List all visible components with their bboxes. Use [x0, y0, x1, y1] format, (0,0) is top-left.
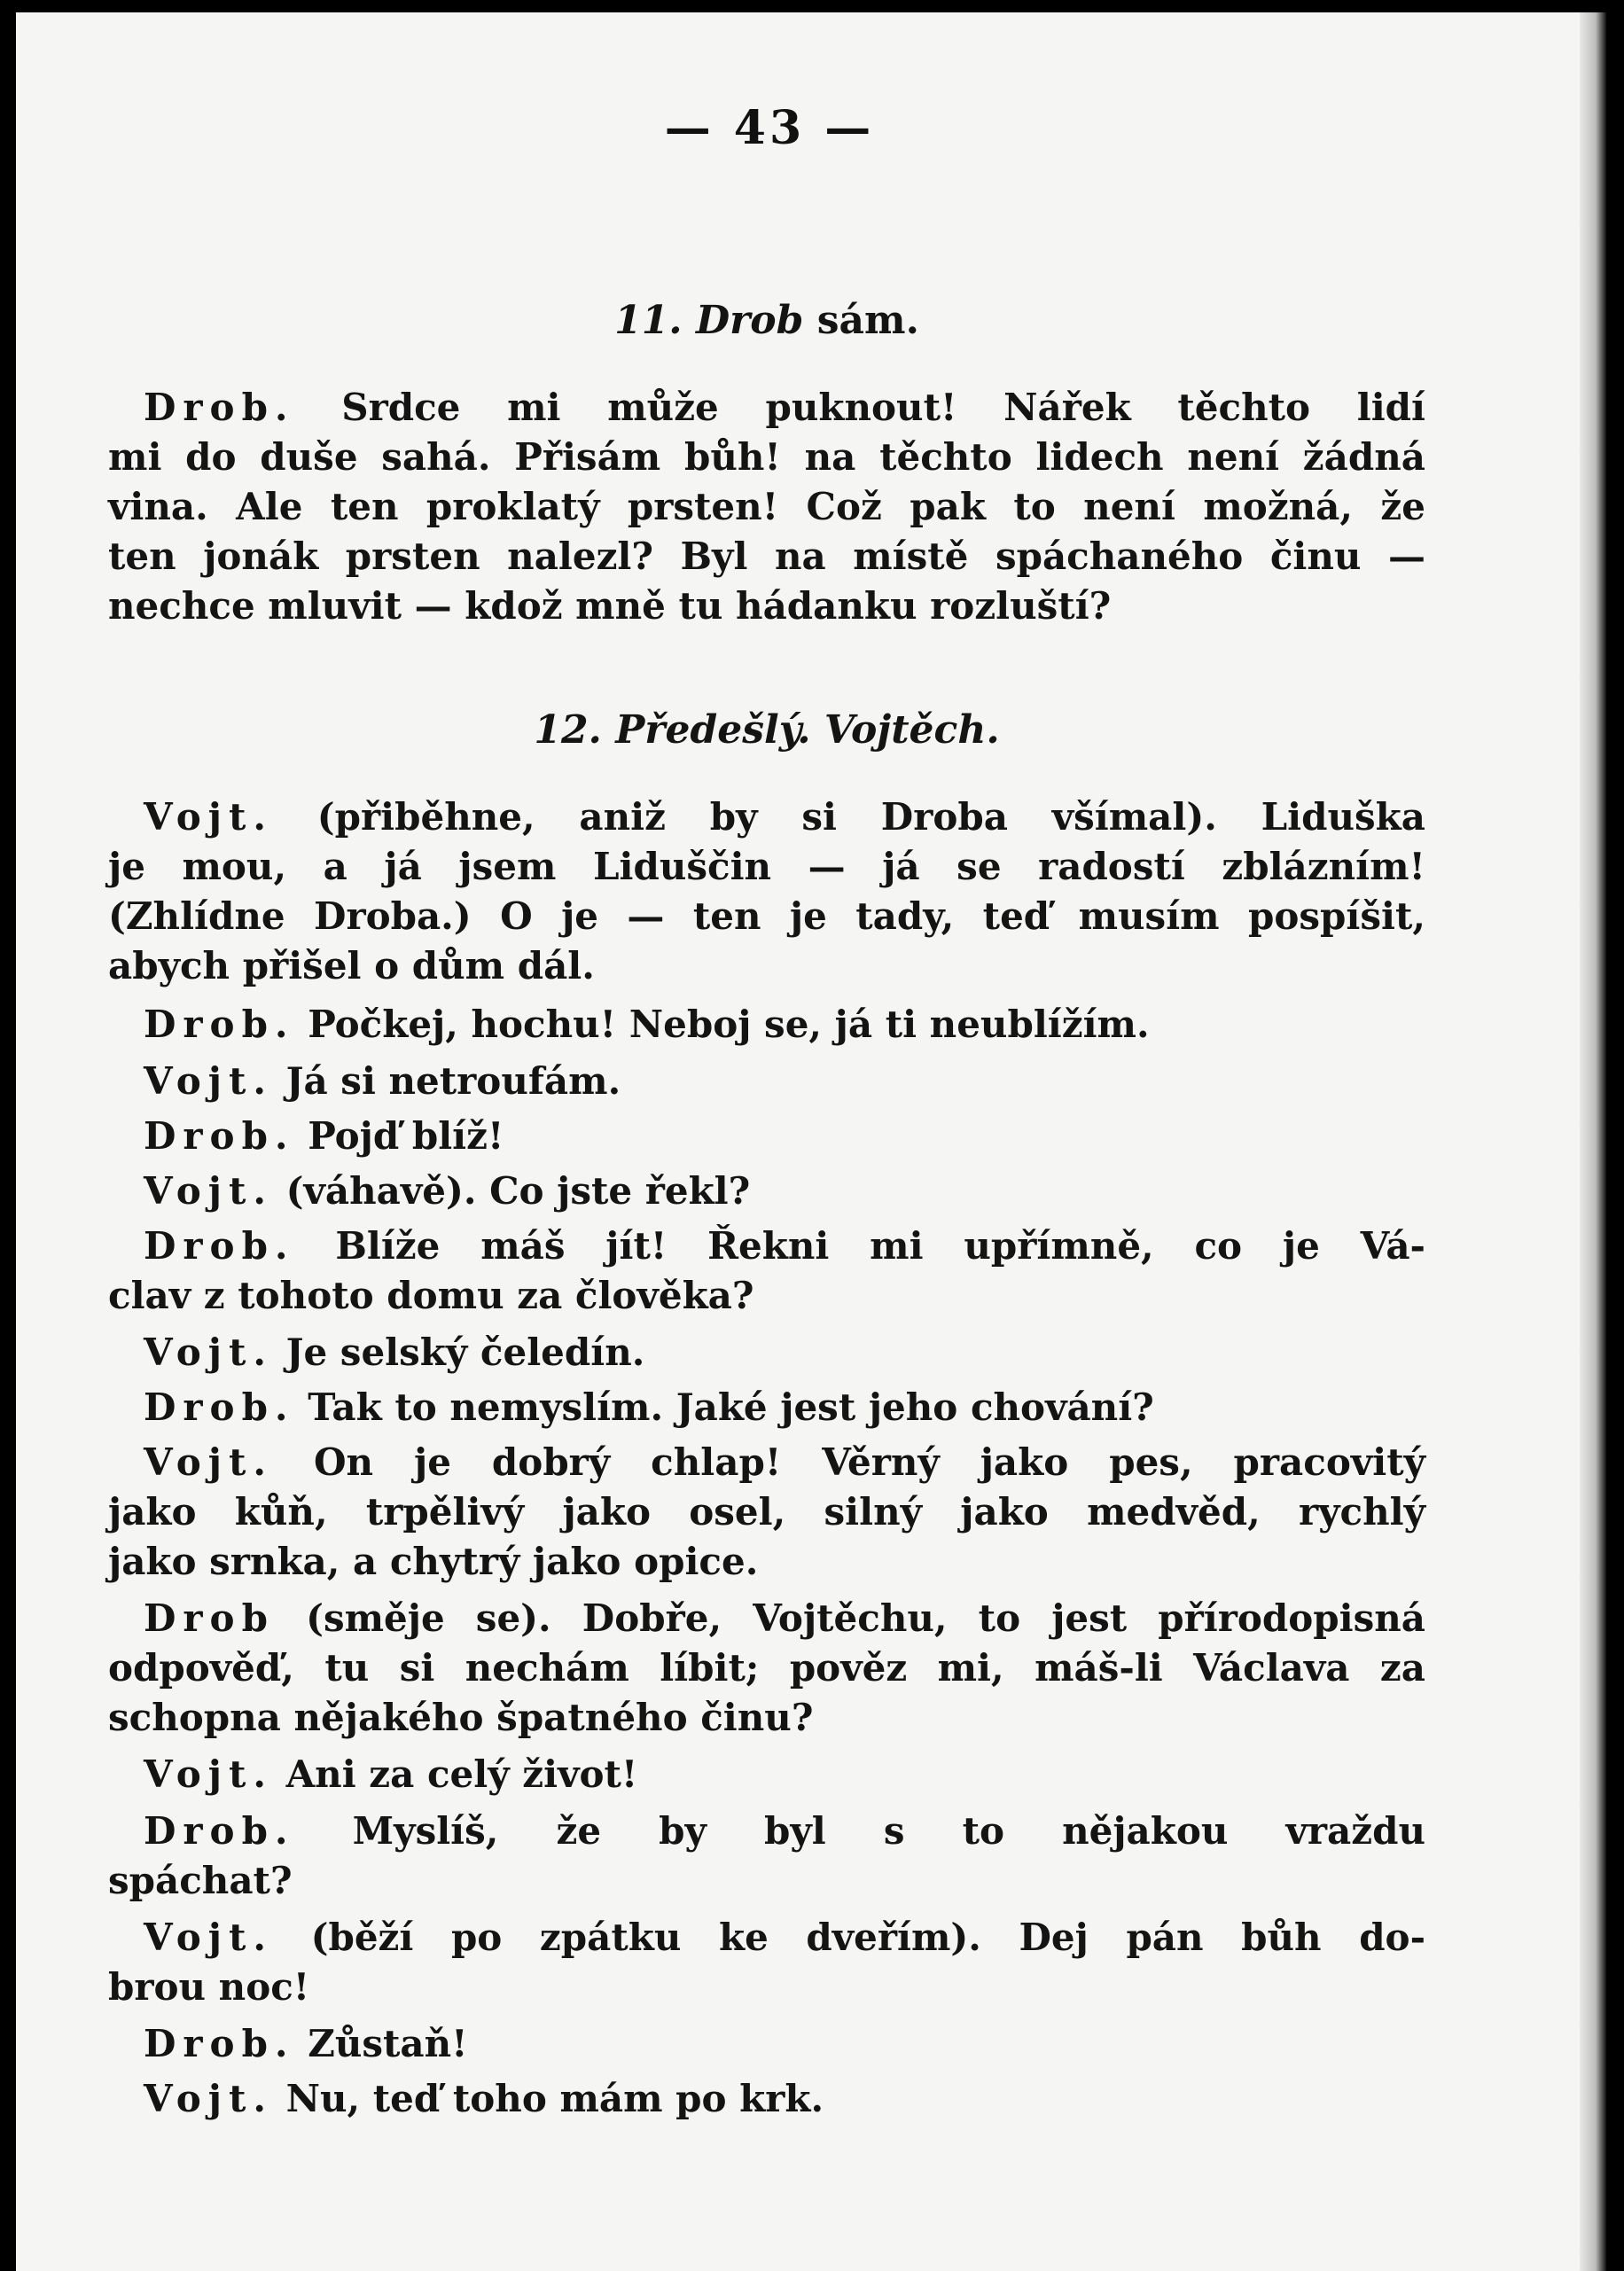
text-line: (Zhlídne Droba.) O je — ten je tady, teď musím pospíšit, — [108, 894, 1425, 938]
text-line: vina. Ale ten proklatý prsten! Což pak to není možná, že — [108, 485, 1425, 528]
speaker-label: Drob. — [144, 1385, 295, 1429]
line-text: Zůstaň! — [308, 2022, 468, 2065]
speaker-label: Drob. — [144, 1003, 295, 1046]
speaker-label: Vojt. — [144, 1331, 273, 1374]
line-text: Srdce mi může puknout! Nářek těchto lidí — [341, 386, 1425, 429]
line-text: Ani za celý život! — [285, 1752, 638, 1796]
text-line: spáchat? — [108, 1859, 293, 1902]
line-text: (váhavě). Co jste řekl? — [285, 1169, 751, 1213]
text-line — [144, 383, 1425, 433]
text-line — [144, 1438, 1425, 1487]
text-line: jako srnka, a chytrý jako opice. — [108, 1540, 759, 1583]
text-line — [144, 2019, 1425, 2069]
page-edge-shadow — [1580, 12, 1606, 2271]
scene-11-number: 11. — [614, 298, 683, 343]
text-line — [144, 1221, 1425, 1271]
text-line: je mou, a já jsem Liduščin — já se radostí zblázním! — [108, 845, 1425, 888]
line-text: (směje se). Dobře, Vojtěchu, to jest přírodopisná — [306, 1596, 1425, 1640]
speaker-label: Vojt. — [144, 1059, 273, 1103]
text-line: abych přišel o dům dál. — [108, 944, 595, 987]
speaker-label: Drob. — [144, 1809, 295, 1853]
line-text: Je selský čeledín. — [285, 1331, 645, 1374]
text-line: brou noc! — [108, 1965, 310, 2009]
text-line — [144, 1913, 1425, 1963]
speaker-label: Vojt. — [144, 1916, 273, 1959]
text-line: nechce mluvit — kdož mně tu hádanku rozluští? — [108, 584, 1112, 628]
text-line — [144, 1057, 1425, 1106]
text-line — [144, 1167, 1425, 1216]
text-line — [144, 1594, 1425, 1643]
scene-11-name: Drob — [695, 298, 804, 343]
text-line: ten jonák prsten nalezl? Byl na místě spáchaného činu — — [108, 535, 1425, 578]
speaker-label: Drob. — [144, 1114, 295, 1158]
speaker-label: Vojt. — [144, 1752, 273, 1796]
text-line — [144, 1112, 1425, 1161]
text-line — [144, 1750, 1425, 1799]
text-line — [144, 1328, 1425, 1377]
line-text: Pojď blíž! — [308, 1114, 504, 1158]
text-line — [144, 1807, 1425, 1856]
line-text: Já si netroufám. — [285, 1059, 621, 1103]
page-number: — 43 — — [664, 101, 875, 155]
speaker-label: Drob — [144, 1596, 275, 1640]
speaker-label: Vojt. — [144, 1440, 273, 1484]
line-text: Nu, teď toho mám po krk. — [285, 2077, 824, 2120]
speaker-label: Vojt. — [144, 795, 273, 839]
scene-12-heading: 12. Předešlý. Vojtěch. — [534, 707, 1000, 753]
text-line: odpověď, tu si nechám líbit; pověz mi, máš-li Václava za — [108, 1646, 1425, 1690]
text-line: clav z tohoto domu za člověka? — [108, 1274, 754, 1317]
text-line — [144, 2074, 1425, 2124]
text-line — [144, 792, 1425, 842]
book-page — [16, 12, 1606, 2271]
speaker-label: Vojt. — [144, 2077, 273, 2120]
text-line — [144, 1383, 1425, 1432]
line-text: Počkej, hochu! Neboj se, já ti neublížím. — [308, 1003, 1150, 1046]
speaker-label: Drob. — [144, 386, 295, 429]
scene-11-rest: sám. — [816, 298, 919, 343]
line-text: Myslíš, že by byl s to nějakou vraždu — [352, 1809, 1426, 1853]
line-text: On je dobrý chlap! Věrný jako pes, pracovitý — [313, 1440, 1426, 1484]
text-line — [144, 1000, 1425, 1050]
speaker-label: Drob. — [144, 1224, 295, 1268]
line-text: Tak to nemyslím. Jaké jest jeho chování? — [308, 1385, 1154, 1429]
text-line: schopna nějakého špatného činu? — [108, 1696, 814, 1739]
line-text: (běží po zpátku ke dveřím). Dej pán bůh do- — [310, 1916, 1426, 1959]
scene-11-heading — [108, 294, 1425, 347]
line-text: (přiběhne, aniž by si Droba všímal). Liduška — [316, 795, 1425, 839]
line-text: Blíže máš jít! Řekni mi upřímně, co je Vá- — [335, 1224, 1425, 1268]
text-line: mi do duše sahá. Přisám bůh! na těchto lidech není žádná — [108, 435, 1425, 479]
text-line: jako kůň, trpělivý jako osel, silný jako medvěd, rychlý — [108, 1490, 1425, 1534]
speaker-label: Vojt. — [144, 1169, 273, 1213]
speaker-label: Drob. — [144, 2022, 295, 2065]
